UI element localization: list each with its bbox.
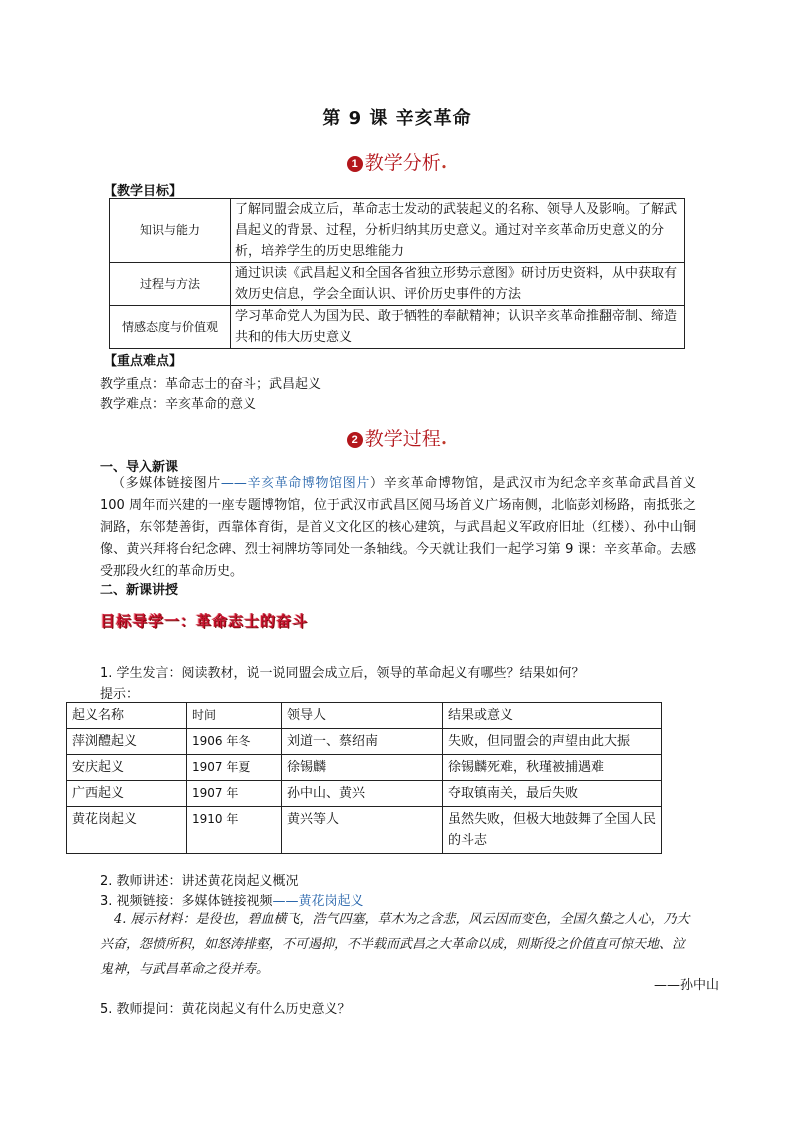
section-heading-text: 教学过程 xyxy=(364,428,441,450)
objectives-row xyxy=(110,199,685,263)
objectives-row xyxy=(110,263,685,306)
hint-label: 提示： xyxy=(100,687,140,702)
table-row xyxy=(67,729,662,755)
table-row xyxy=(67,755,662,781)
table-cell: 黄兴等人 xyxy=(282,807,443,854)
table-cell: 徐锡麟 xyxy=(282,755,443,781)
source-material-quote: 4. 展示材料：是役也，碧血横飞，浩气四塞，草木为之含悲，风云因而变色，全国久蛰之人心，乃大兴奋，怨愤所积，如怒涛排壑，不可遏抑，不半载而武昌之大革命以成，则斯役之价值直可惊天地、泣鬼神，与武昌革命之役并寿。 xyxy=(100,912,690,977)
goal-banner: 目标导学一：革命志士的奋斗 xyxy=(100,612,309,630)
question-3-lead: 3. 视频链接：多媒体链接视频 xyxy=(100,894,273,909)
table-cell: 1910 年 xyxy=(187,807,282,854)
section-number-badge: 2 xyxy=(347,432,363,448)
table-row xyxy=(67,807,662,854)
question-2: 2. 教师讲述：讲述黄花岗起义概况 xyxy=(100,874,299,889)
section-heading-analysis xyxy=(0,148,794,175)
objectives-value: 学习革命党人为国为民、敢于牺牲的奉献精神；认识辛亥革命推翻帝制、缔造共和的伟大历史意义 xyxy=(231,306,685,349)
table-cell: 夺取镇南关，最后失败 xyxy=(443,781,662,807)
section-number-badge: 1 xyxy=(347,156,363,172)
column-header: 起义名称 xyxy=(67,703,187,729)
question-1: 1. 学生发言：阅读教材，说一说同盟会成立后，领导的革命起义有哪些？结果如何？ xyxy=(100,666,585,681)
new-lesson-heading: 二、新课讲授 xyxy=(100,583,179,598)
table-cell: 广西起义 xyxy=(67,781,187,807)
table-cell: 1906 年冬 xyxy=(187,729,282,755)
table-cell: 萍浏醴起义 xyxy=(67,729,187,755)
objectives-key: 知识与能力 xyxy=(110,199,231,263)
table-cell: 孙中山、黄兴 xyxy=(282,781,443,807)
table-header-row xyxy=(67,703,662,729)
objectives-key: 情感态度与价值观 xyxy=(110,306,231,349)
section-heading-text: 教学分析 xyxy=(364,152,441,174)
column-header: 领导人 xyxy=(282,703,443,729)
objectives-label: 【教学目标】 xyxy=(104,184,183,199)
table-cell: 徐锡麟死难，秋瑾被捕遇难 xyxy=(443,755,662,781)
key-points-label: 【重点难点】 xyxy=(104,354,183,369)
teaching-focus: 教学重点：革命志士的奋斗；武昌起义 xyxy=(100,377,322,392)
column-header: 时间 xyxy=(187,703,282,729)
objectives-value: 通过识读《武昌起义和全国各省独立形势示意图》研讨历史资料，从中获取有效历史信息，学会全面认识、评价历史事件的方法 xyxy=(231,263,685,306)
page-title: 第 9 课 辛亥革命 xyxy=(322,108,472,129)
teaching-difficulty: 教学难点：辛亥革命的意义 xyxy=(100,397,257,412)
table-cell: 刘道一、蔡绍南 xyxy=(282,729,443,755)
objectives-table xyxy=(109,198,685,349)
intro-paragraph xyxy=(100,473,696,583)
quote-attribution: ——孙中山 xyxy=(653,978,719,993)
section-heading-process xyxy=(0,424,794,451)
table-cell: 安庆起义 xyxy=(67,755,187,781)
question-5: 5. 教师提问：黄花岗起义有什么历史意义？ xyxy=(100,1002,351,1017)
uprisings-table xyxy=(66,702,662,854)
table-cell: 失败，但同盟会的声望由此大振 xyxy=(443,729,662,755)
intro-lead: （多媒体链接图片 xyxy=(112,476,221,491)
column-header: 结果或意义 xyxy=(443,703,662,729)
table-row xyxy=(67,781,662,807)
objectives-key: 过程与方法 xyxy=(110,263,231,306)
museum-image-link[interactable]: ——辛亥革命博物馆图片 xyxy=(220,476,370,491)
objectives-value: 了解同盟会成立后，革命志士发动的武装起义的名称、领导人及影响。了解武昌起义的背景、过程，分析归纳其历史意义。通过对辛亥革命历史意义的分析，培养学生的历史思维能力 xyxy=(231,199,685,263)
intro-body: ）辛亥革命博物馆，是武汉市为纪念辛亥革命武昌首义 100 周年而兴建的一座专题博物馆，位于武汉市武昌区阅马场首义广场南侧，北临彭刘杨路，南抵张之洞路，东邻楚善街，西靠体育街，是首义文化区的核心建筑，与武昌起义军政府旧址（红楼）、孙中山铜像、黄兴拜将台纪念碑、烈士祠牌坊等同处一条轴线。今天就让我们一起学习第 9 课：辛亥革命。去感受那段火红的革命历史。 xyxy=(100,476,696,579)
table-cell: 虽然失败，但极大地鼓舞了全国人民的斗志 xyxy=(443,807,662,854)
flourish-icon: • xyxy=(440,161,448,174)
table-cell: 1907 年 xyxy=(187,781,282,807)
intro-heading: 一、导入新课 xyxy=(100,460,179,475)
objectives-row xyxy=(110,306,685,349)
video-link[interactable]: ——黄花岗起义 xyxy=(272,894,364,909)
table-cell: 黄花岗起义 xyxy=(67,807,187,854)
table-cell: 1907 年夏 xyxy=(187,755,282,781)
flourish-icon: • xyxy=(440,437,448,450)
